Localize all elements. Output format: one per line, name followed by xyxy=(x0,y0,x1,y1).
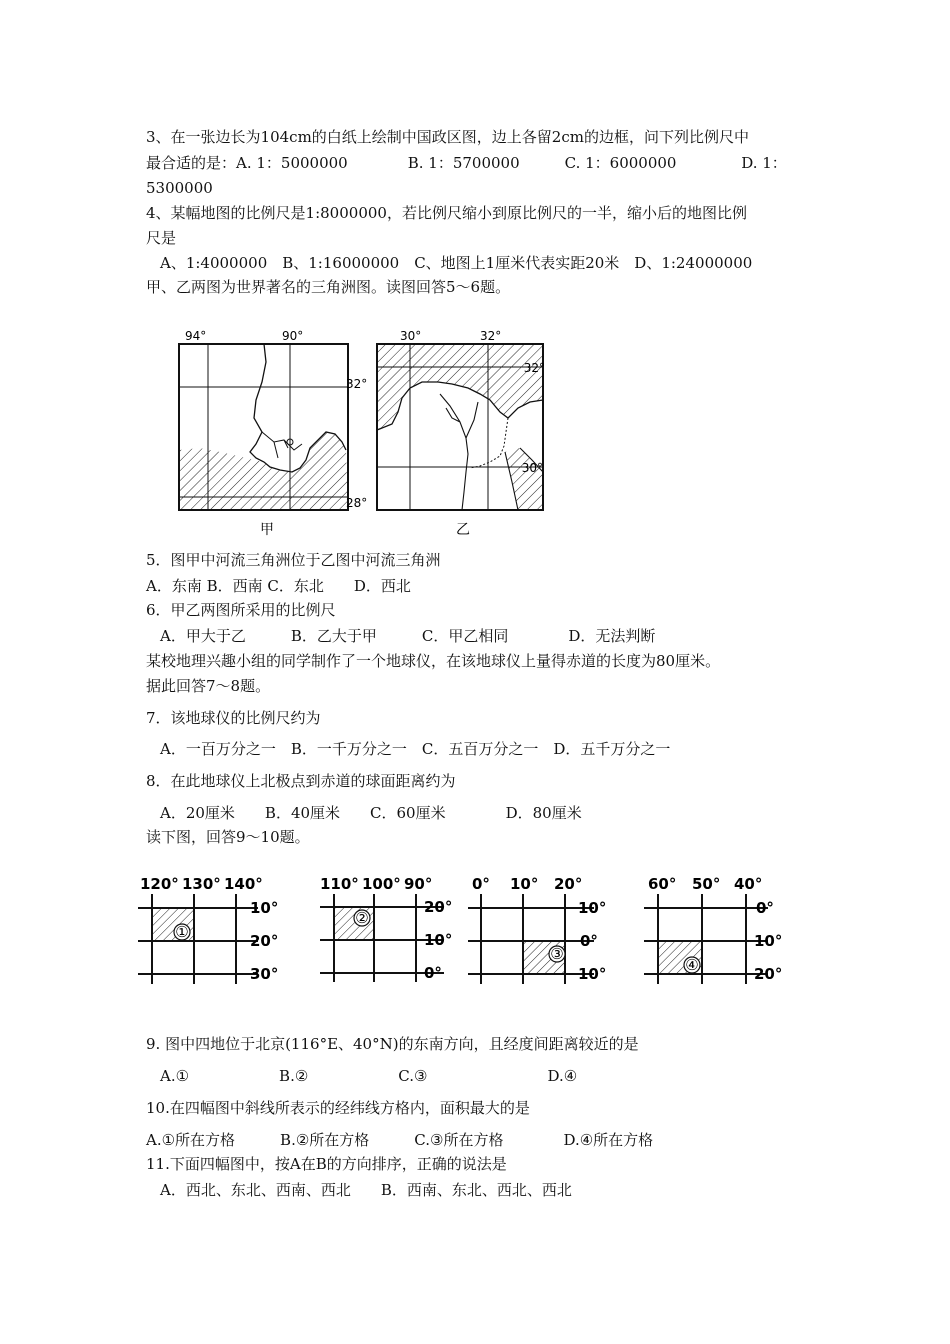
grid-2 xyxy=(320,875,452,982)
grid-4-lat-3: 20° xyxy=(754,965,783,983)
question-3-line-1: 3、在一张边长为104cm的白纸上绘制中国政区图，边上各留2cm的边框，问下列比例尺中 xyxy=(146,128,749,146)
jia-lat-28: 28° xyxy=(346,496,368,510)
yi-caption: 乙 xyxy=(456,522,470,538)
grid-1-lon-3: 140° xyxy=(224,875,263,893)
grid-3-lon-2: 10° xyxy=(510,875,539,893)
grid-2-lon-1: 110° xyxy=(320,875,359,893)
grid-1-marker: ① xyxy=(175,923,189,941)
question-7-options: A．一百万分之一 B．一千万分之一 C．五百万分之一 D．五千万分之一 xyxy=(160,740,671,758)
grid-3-lon-1: 0° xyxy=(472,875,490,893)
grid-4-lat-1: 0° xyxy=(756,899,774,917)
yi-lon-30: 30° xyxy=(400,329,422,343)
question-10: 10.在四幅图中斜线所表示的经纬线方格内，面积最大的是 xyxy=(146,1099,530,1117)
grid-3-lat-3: 10° xyxy=(578,965,607,983)
question-6-options: A．甲大于乙 B．乙大于甲 C．甲乙相同 D．无法判断 xyxy=(160,627,656,645)
question-5: 5．图甲中河流三角洲位于乙图中河流三角洲 xyxy=(146,551,441,569)
question-3-line-3: 5300000 xyxy=(146,179,213,197)
question-10-options: A.①所在方格 B.②所在方格 C.③所在方格 D.④所在方格 xyxy=(146,1131,654,1149)
question-11: 11.下面四幅图中，按A在B的方向排序，正确的说法是 xyxy=(146,1155,507,1173)
question-5-options: A．东南 B．西南 C．东北 D．西北 xyxy=(146,577,411,595)
question-9-options: A.① B.② C.③ D.④ xyxy=(160,1067,578,1085)
delta-maps-figure xyxy=(170,322,550,544)
question-4-line-1: 4、某幅地图的比例尺是1:8000000，若比例尺缩小到原比例尺的一半，缩小后的地图比例 xyxy=(146,204,747,222)
grid-1-lat-2: 20° xyxy=(250,932,279,950)
grid-4-lon-1: 60° xyxy=(648,875,677,893)
grid-4-lat-2: 10° xyxy=(754,932,783,950)
grid-1 xyxy=(138,875,278,984)
question-8: 8．在此地球仪上北极点到赤道的球面距离约为 xyxy=(146,772,456,790)
intro-9-10: 读下图，回答9～10题。 xyxy=(146,828,310,846)
grid-2-lat-1: 20° xyxy=(424,898,453,916)
grid-3 xyxy=(468,875,606,984)
grid-3-lon-3: 20° xyxy=(554,875,583,893)
jia-caption: 甲 xyxy=(260,522,274,538)
yi-sea xyxy=(377,344,543,430)
grid-3-lat-2: 0° xyxy=(580,932,598,950)
yi-river xyxy=(440,394,478,510)
question-4-options: A、1:4000000 B、1:16000000 C、地图上1厘米代表实距20米 D、1:24000000 xyxy=(160,254,753,272)
yi-lat-30: 30° xyxy=(521,461,543,475)
jia-lon-90: 90° xyxy=(282,329,304,343)
jia-sea xyxy=(179,432,348,510)
map-yi xyxy=(377,329,545,538)
grid-4-lon-2: 50° xyxy=(692,875,721,893)
grid-1-lat-3: 30° xyxy=(250,965,279,983)
question-4-line-2: 尺是 xyxy=(146,229,177,247)
question-9: 9. 图中四地位于北京(116°E、40°N)的东南方向，且经度间距离较近的是 xyxy=(146,1035,639,1053)
question-8-options: A．20厘米 B．40厘米 C．60厘米 D．80厘米 xyxy=(160,804,582,822)
question-7: 7．该地球仪的比例尺约为 xyxy=(146,709,321,727)
grid-2-lat-3: 0° xyxy=(424,964,442,982)
yi-lat-32: 32° xyxy=(523,361,545,375)
grid-1-lon-1: 120° xyxy=(140,875,179,893)
grid-1-lat-1: 10° xyxy=(250,899,279,917)
jia-river-channels xyxy=(262,432,302,458)
question-11-options: A．西北、东北、西南、西北 B．西南、东北、西北、西北 xyxy=(160,1181,572,1199)
intro-7-8-line-1: 某校地理兴趣小组的同学制作了一个地球仪，在该地球仪上量得赤道的长度为80厘米。 xyxy=(146,652,721,670)
yi-canal xyxy=(470,418,508,468)
grid-4-lon-3: 40° xyxy=(734,875,763,893)
grid-1-lon-2: 130° xyxy=(182,875,221,893)
question-3-line-2: 最合适的是：A. 1：5000000 B. 1：5700000 C. 1：6000000 D. 1： xyxy=(146,154,787,172)
grid-3-lat-1: 10° xyxy=(578,899,607,917)
question-6: 6．甲乙两图所采用的比例尺 xyxy=(146,601,336,619)
intro-7-8-line-2: 据此回答7～8题。 xyxy=(146,677,271,695)
grid-3-marker: ③ xyxy=(550,945,564,963)
jia-lat-32: 32° xyxy=(346,377,368,391)
grid-2-lon-2: 100° xyxy=(362,875,401,893)
yi-gulf xyxy=(505,448,543,510)
grid-2-marker: ② xyxy=(355,909,369,927)
intro-5-6: 甲、乙两图为世界著名的三角洲图。读图回答5～6题。 xyxy=(146,278,511,296)
grid-4-marker: ④ xyxy=(685,956,699,974)
grid-4 xyxy=(644,875,782,984)
map-jia xyxy=(179,329,367,538)
yi-lon-32: 32° xyxy=(480,329,502,343)
jia-lon-94: 94° xyxy=(185,329,207,343)
grid-2-lon-3: 90° xyxy=(404,875,433,893)
graticule-grids-figure xyxy=(130,872,790,992)
grid-2-lat-2: 10° xyxy=(424,931,453,949)
